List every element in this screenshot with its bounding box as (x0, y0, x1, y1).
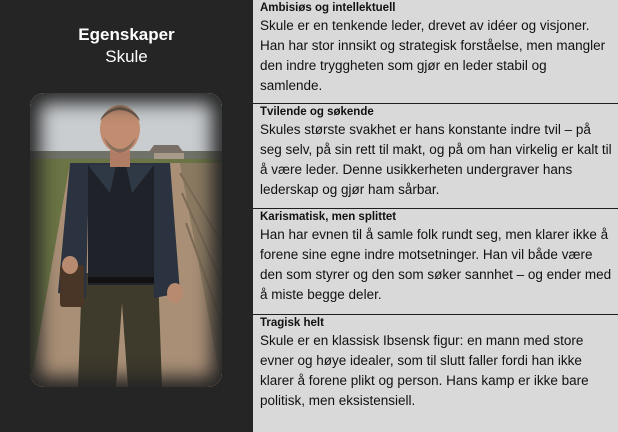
trait-card (253, 0, 618, 104)
trait-body: Skules største svakhet er hans konstante indre tvil – på seg selv, på sin rett til makt, og på om han virkelig er kalt til å være leder. Denne usikkerheten undergraver hans lederskap og gjør ham sårbar. (260, 122, 612, 197)
photo-vignette (30, 93, 222, 387)
trait-card (253, 209, 618, 315)
trait-body: Han har evnen til å samle folk rundt seg, men klarer ikke å forene sine egne indre motsetninger. Han vil både være den som styrer og den som søker sannhet – og ender med å miste begge deler. (260, 227, 612, 302)
page-subtitle: Skule (105, 47, 148, 66)
trait-card (253, 104, 618, 209)
trait-card (253, 315, 618, 432)
left-panel (0, 0, 253, 432)
trait-body: Skule er en klassisk Ibsensk figur: en mann med store evner og høye idealer, som til slutt faller fordi han ikke klarer å forene plikt og person. Hans kamp er ikke bare politisk, men eksistensiell. (260, 333, 589, 408)
trait-heading: Karismatisk, men splittet (260, 211, 397, 223)
title-block (0, 24, 253, 68)
traits-panel (253, 0, 618, 432)
trait-heading: Tvilende og søkende (260, 106, 374, 118)
trait-body: Skule er en tenkende leder, drevet av idéer og visjoner. Han har stor innsikt og strategisk forståelse, men mangler den indre tryggheten som gjør en leder stabil og samlende. (260, 18, 606, 93)
page-title: Egenskaper (78, 25, 175, 44)
trait-heading: Ambisiøs og intellektuell (260, 2, 396, 14)
portrait-photo (30, 93, 222, 387)
trait-heading: Tragisk helt (260, 317, 324, 329)
